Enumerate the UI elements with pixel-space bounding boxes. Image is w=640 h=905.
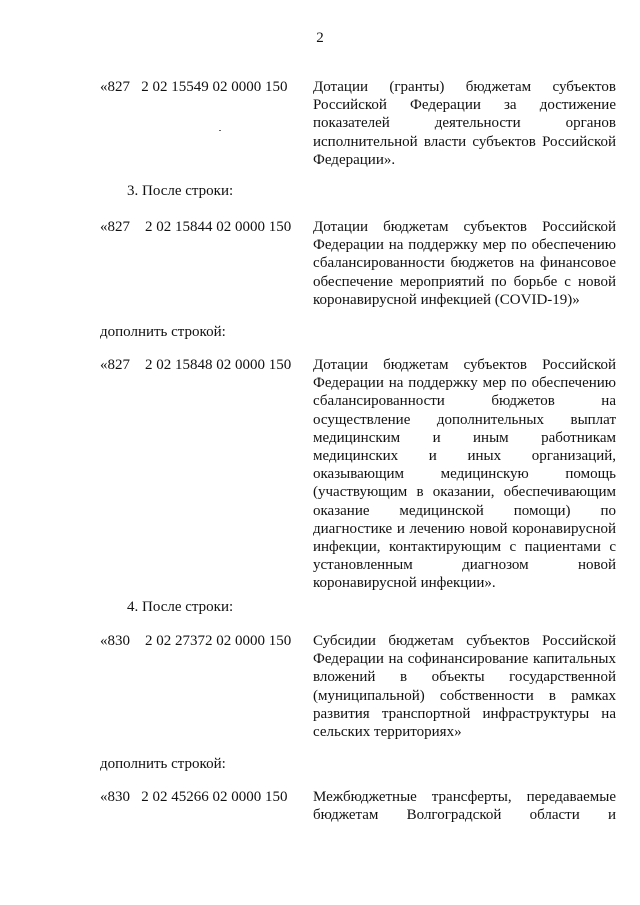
budget-code: «827 2 02 15848 02 0000 150 bbox=[100, 357, 292, 373]
budget-code: «830 2 02 27372 02 0000 150 bbox=[100, 633, 292, 649]
budget-code: «830 2 02 45266 02 0000 150 bbox=[100, 789, 288, 805]
instruction-after-row-3: 3. После строки: bbox=[127, 183, 234, 199]
scan-speck bbox=[219, 130, 221, 131]
budget-description: Дотации (гранты) бюджетам субъектов Российской Федерации за достижение показателей деятельности органов исполнительной власти субъектов Российской Федерации». bbox=[313, 79, 616, 168]
page-number: 2 bbox=[316, 30, 324, 46]
budget-code: «827 2 02 15549 02 0000 150 bbox=[100, 79, 288, 95]
budget-description: Субсидии бюджетам субъектов Российской Федерации на софинансирование капитальных вложений в объекты государственной (муниципальной) собственности в рамках развития транспортной инфраструктуры на сельских территориях» bbox=[313, 633, 616, 741]
instruction-after-row-4: 4. После строки: bbox=[127, 599, 234, 615]
budget-code: «827 2 02 15844 02 0000 150 bbox=[100, 219, 292, 235]
budget-description: Межбюджетные трансферты, передаваемые бюджетам Волгоградской области и bbox=[313, 789, 616, 824]
budget-description: Дотации бюджетам субъектов Российской Федерации на поддержку мер по обеспечению сбалансированности бюджетов на осуществление дополнительных выплат медицинским и иным работникам медицинских и иных организаций, оказывающим медицинскую помощь (участвующим в оказании, обеспечивающим оказание медицинской помощи) по диагностике и лечению новой коронавирусной инфекции, контактирующим с пациентами с установленным диагнозом новой коронавирусной инфекции». bbox=[313, 357, 616, 592]
budget-description: Дотации бюджетам субъектов Российской Федерации на поддержку мер по обеспечению сбалансированности бюджетов на финансовое обеспечение мероприятий по борьбе с новой коронавирусной инфекцией (COVID-19)» bbox=[313, 219, 616, 308]
instruction-add-row: дополнить строкой: bbox=[100, 324, 226, 340]
instruction-add-row: дополнить строкой: bbox=[100, 756, 226, 772]
